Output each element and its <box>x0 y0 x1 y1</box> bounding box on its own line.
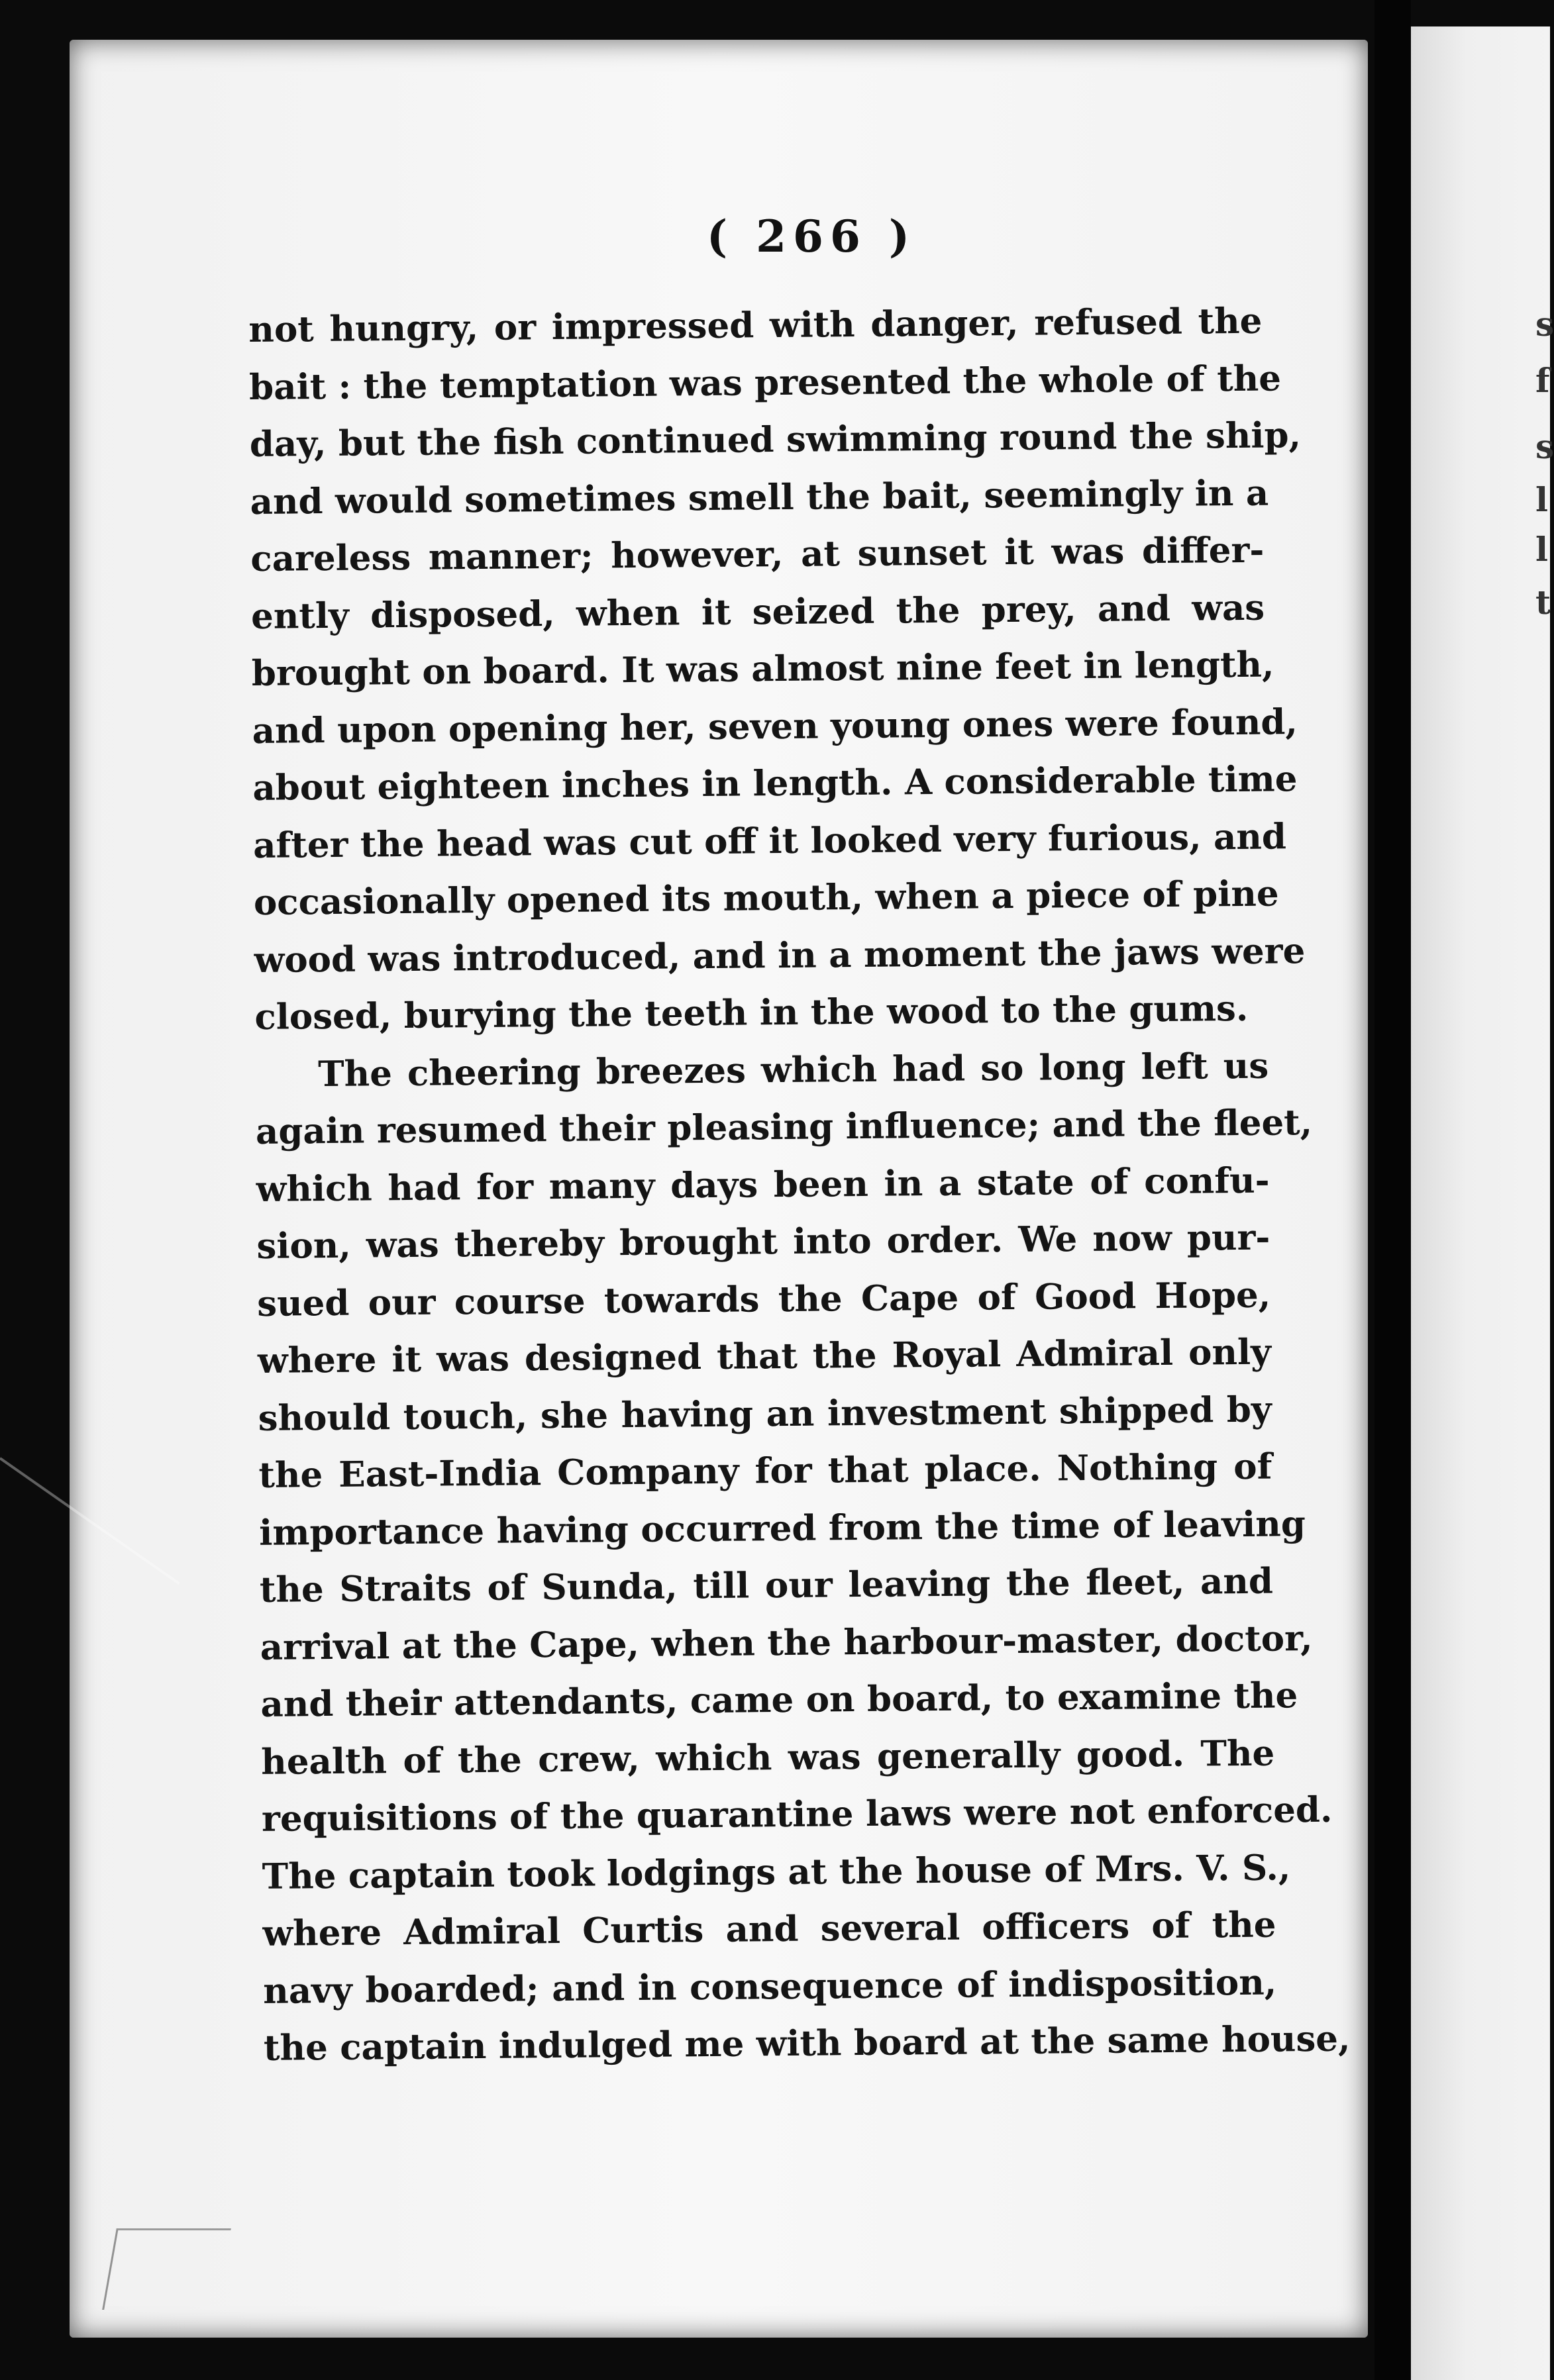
folded-corner <box>102 2228 231 2310</box>
text-line: and upon opening her, seven young ones were found, <box>252 701 1298 752</box>
text-line: bait : the temptation was presented the whole of the <box>248 357 1282 408</box>
text-line: closed, burying the teeth in the wood to the gums. <box>254 987 1249 1038</box>
text-line: The captain took lodgings at the house of Mrs. V. S., <box>262 1846 1291 1897</box>
text-line: after the head was cut off it looked very furious, and <box>252 815 1287 866</box>
text-line: and would sometimes smell the bait, seemingly in a <box>250 472 1269 522</box>
adjacent-page-edge <box>1411 26 1554 2380</box>
text-line: where it was designed that the Royal Admiral only <box>257 1331 1272 1381</box>
text-line: navy boarded; and in consequence of indisposition, <box>262 1961 1277 2012</box>
text-line: The cheering breezes which had so long left us <box>317 1045 1269 1095</box>
text-line: day, but the fish continued swimming round the ship, <box>249 415 1302 465</box>
text-line: sued our course towards the Cape of Good Hope, <box>256 1274 1271 1324</box>
text-line: not hungry, or impressed with danger, refused the <box>248 300 1263 350</box>
book-gutter <box>1374 0 1411 2380</box>
text-line: the captain indulged me with board at the same house, <box>263 2018 1351 2069</box>
text-line: the Straits of Sunda, till our leaving the fleet, and <box>259 1560 1274 1611</box>
adjacent-page-glyph: f <box>1535 361 1550 400</box>
adjacent-page-glyph: l <box>1535 530 1548 569</box>
adjacent-page-glyph: t <box>1535 583 1551 622</box>
adjacent-page-glyph: s <box>1535 427 1554 466</box>
text-line: which had for many days been in a state of confu- <box>256 1160 1270 1210</box>
text-line: importance having occurred from the time of leaving <box>258 1503 1306 1554</box>
text-line: again resumed their pleasing influence; and the fleet, <box>255 1102 1313 1152</box>
adjacent-page-glyph: l <box>1535 480 1548 519</box>
text-line: should touch, she having an investment shipped by <box>258 1389 1272 1439</box>
text-line: arrival at the Cape, when the harbour-master, doctor, <box>260 1617 1313 1668</box>
text-line: occasionally opened its mouth, when a piece of pine <box>253 873 1279 923</box>
text-line: requisitions of the quarantine laws were not enforced. <box>261 1789 1333 1840</box>
text-line: where Admiral Curtis and several officers of the <box>262 1904 1276 1954</box>
page-number: ( 266 ) <box>706 211 917 262</box>
text-line: careless manner; however, at sunset it was differ- <box>250 529 1265 579</box>
text-line: sion, was thereby brought into order. We now pur- <box>256 1216 1270 1267</box>
page-body <box>248 293 1351 2077</box>
text-line: the East-India Company for that place. Nothing of <box>258 1446 1272 1496</box>
text-line: about eighteen inches in length. A considerable time <box>252 758 1298 809</box>
text-line: ently disposed, when it seized the prey, and was <box>250 587 1265 637</box>
text-line: health of the crew, which was generally good. The <box>260 1732 1275 1783</box>
adjacent-page-glyph: s <box>1535 305 1554 344</box>
text-line: and their attendants, came on board, to examine the <box>260 1675 1298 1725</box>
text-line: wood was introduced, and in a moment the jaws were <box>254 930 1306 981</box>
text-line: brought on board. It was almost nine feet in length, <box>251 644 1274 694</box>
